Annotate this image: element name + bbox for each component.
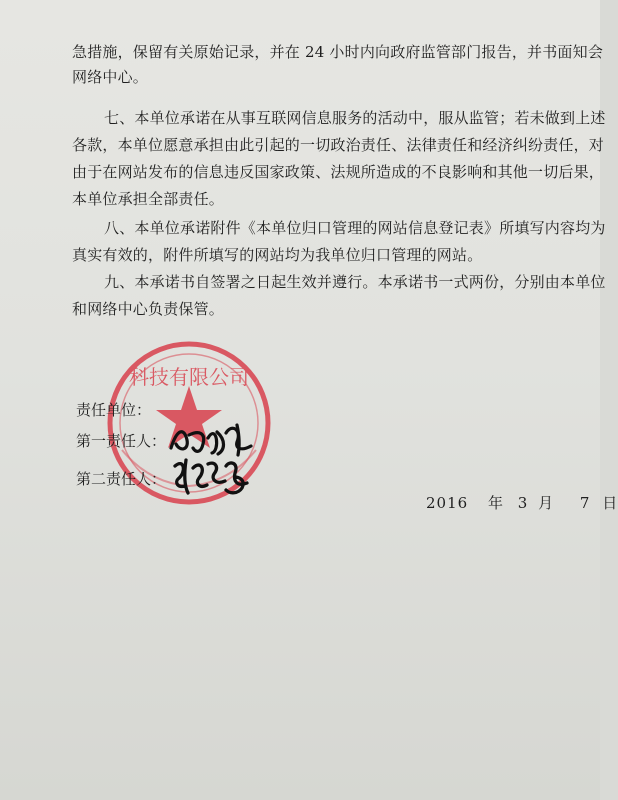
paragraph-7-line-1: 七、本单位承诺在从事互联网信息服务的活动中，服从监管；若未做到上述 [104, 109, 606, 127]
date-month-unit: 月 [538, 494, 555, 512]
responsible-unit-label: 责任单位： [76, 401, 152, 419]
paragraph-7-line-4: 本单位承担全部责任。 [72, 190, 225, 208]
date-year: 2016 [426, 494, 469, 512]
date-month: 3 [517, 494, 529, 512]
first-responsible-label: 第一责任人： [76, 432, 167, 450]
signing-date [426, 493, 618, 513]
paragraph-9-line-1: 九、本承诺书自签署之日起生效并遵行。本承诺书一式两份，分别由本单位 [104, 273, 606, 291]
paragraph-8-line-1: 八、本单位承诺附件《本单位归口管理的网站信息登记表》所填写内容均为 [104, 219, 606, 237]
paragraph-7-line-2: 各款，本单位愿意承担由此引起的一切政治责任、法律责任和经济纠纷责任，对 [72, 136, 605, 154]
date-year-unit: 年 [487, 494, 504, 512]
paragraph-6-line-1: 急措施，保留有关原始记录，并在 24 小时内向政府监管部门报告，并书面知会 [72, 43, 604, 61]
first-signature [165, 417, 263, 459]
paragraph-8-line-2: 真实有效的，附件所填写的网站均为我单位归口管理的网站。 [72, 246, 483, 264]
second-responsible-label: 第二责任人： [76, 470, 167, 488]
date-day-unit: 日 [602, 494, 618, 512]
date-day: 7 [579, 494, 591, 512]
second-signature [168, 454, 256, 499]
paragraph-7-line-3: 由于在网站发布的信息违反国家政策、法规所造成的不良影响和其他一切后果， [72, 163, 605, 181]
paragraph-6-line-2: 网络中心。 [72, 68, 149, 86]
paragraph-9-line-2: 和网络中心负责保管。 [72, 300, 225, 318]
svg-text:科技有限公司: 科技有限公司 [129, 365, 249, 389]
